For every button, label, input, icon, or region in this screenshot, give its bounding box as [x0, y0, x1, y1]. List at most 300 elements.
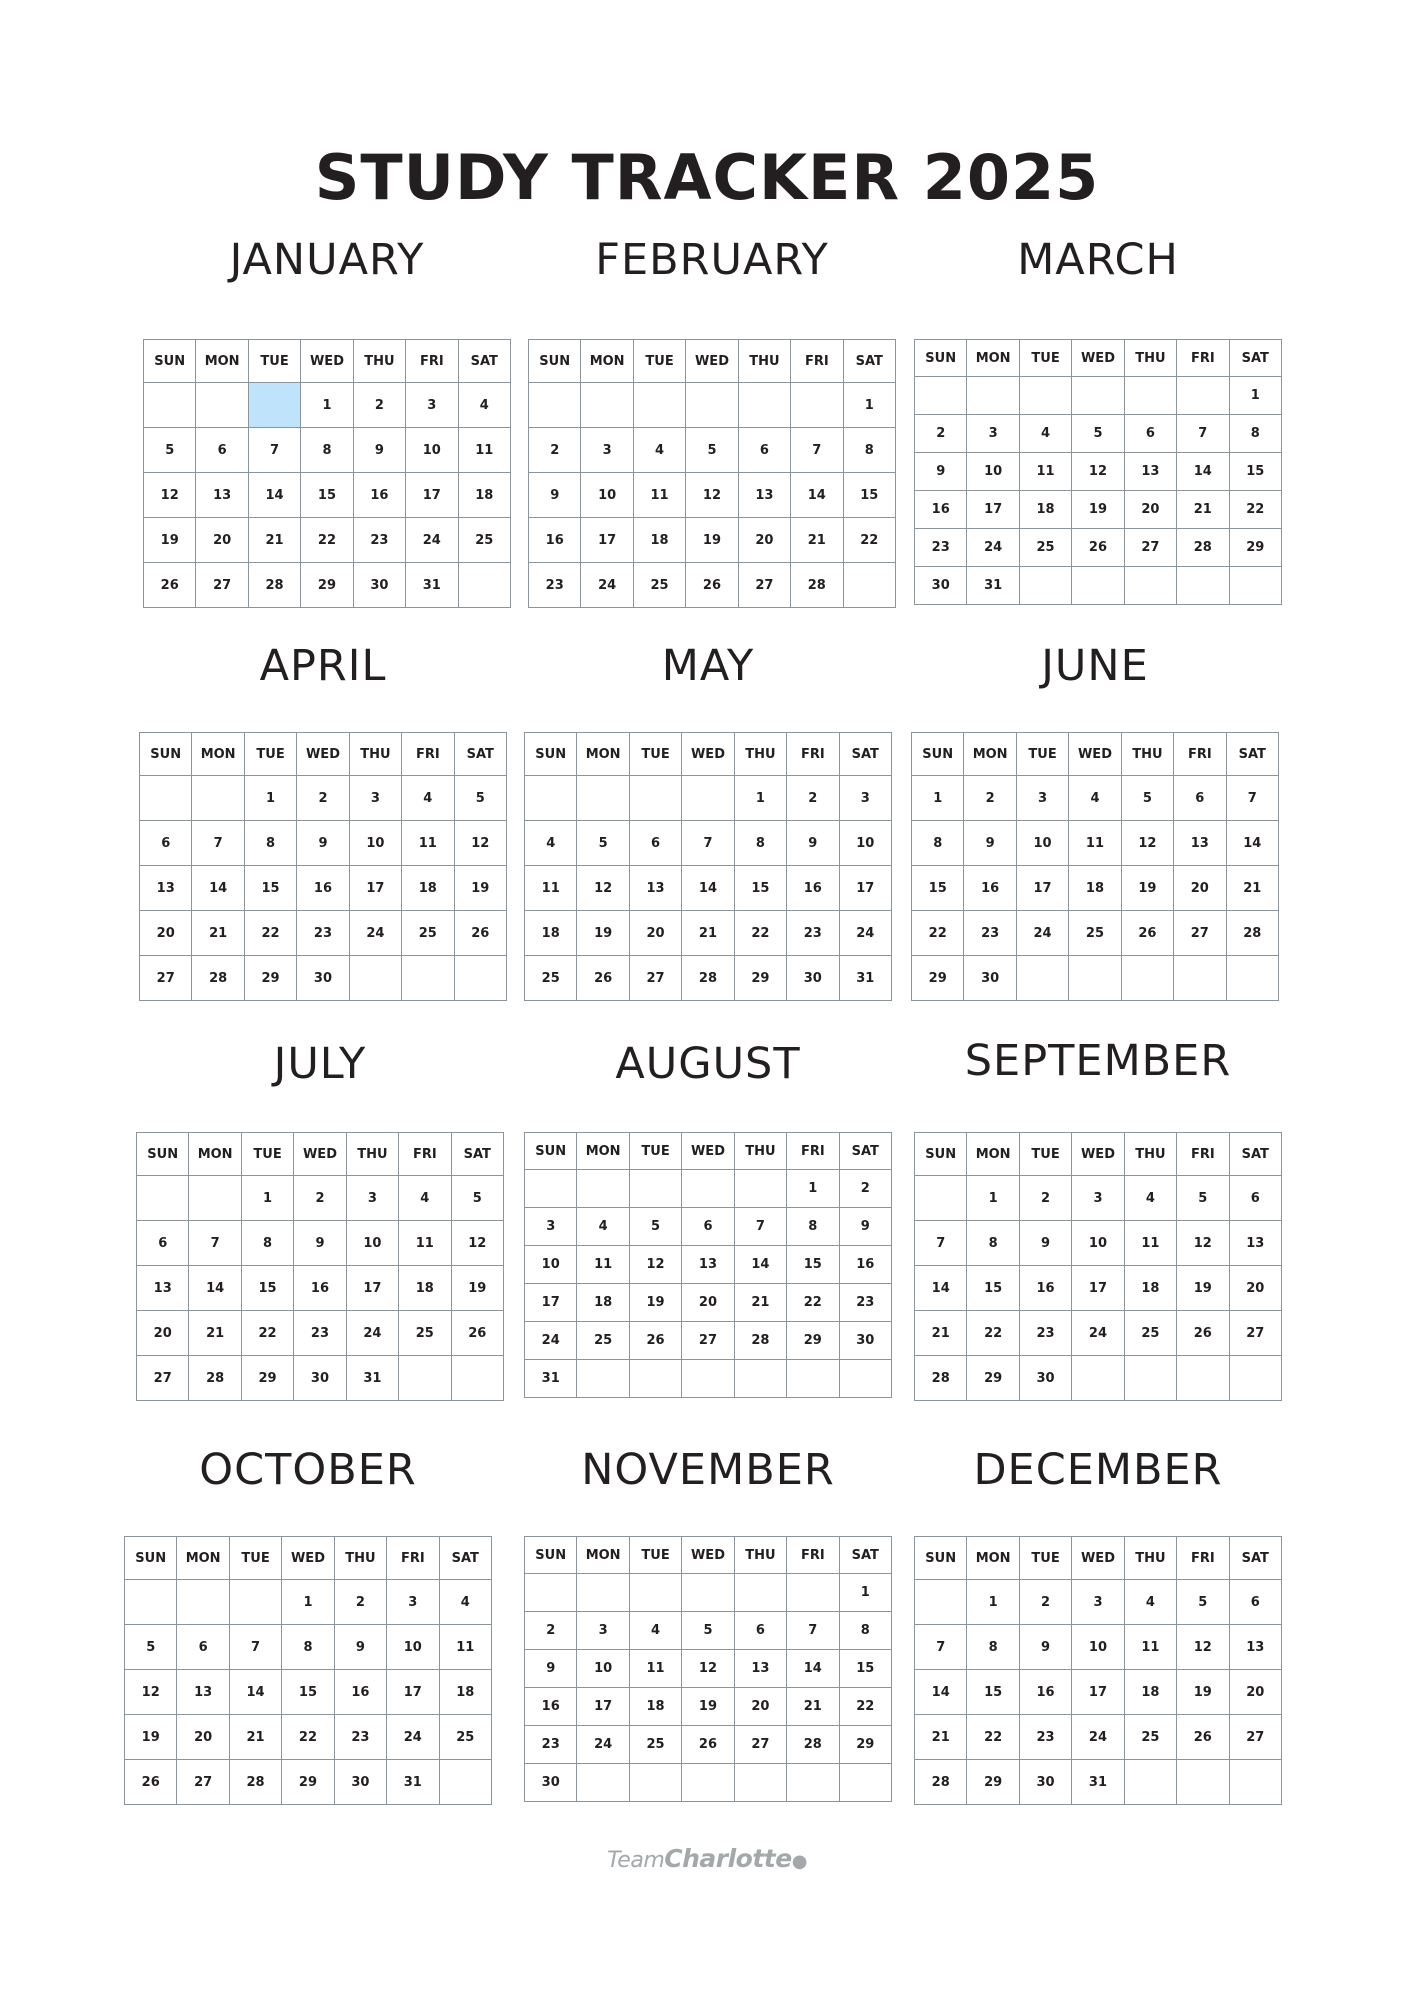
day-cell[interactable]: 17 — [387, 1670, 439, 1715]
day-cell[interactable]: 5 — [629, 1208, 681, 1246]
day-cell[interactable]: 14 — [189, 1266, 241, 1311]
day-cell[interactable]: 17 — [349, 866, 401, 911]
day-cell[interactable]: 2 — [915, 415, 967, 453]
day-cell[interactable]: 21 — [192, 911, 244, 956]
day-cell[interactable]: 10 — [1072, 1221, 1124, 1266]
day-cell[interactable]: 30 — [964, 956, 1016, 1001]
day-cell[interactable]: 4 — [1069, 776, 1121, 821]
day-cell[interactable]: 16 — [839, 1246, 891, 1284]
day-cell[interactable]: 4 — [629, 1612, 681, 1650]
empty-day-cell[interactable] — [682, 1170, 734, 1208]
empty-day-cell[interactable] — [1177, 1356, 1229, 1401]
day-cell[interactable]: 28 — [192, 956, 244, 1001]
day-cell[interactable]: 30 — [294, 1356, 346, 1401]
day-cell[interactable]: 14 — [682, 866, 734, 911]
day-cell[interactable]: 20 — [1229, 1670, 1281, 1715]
day-cell[interactable]: 7 — [734, 1208, 786, 1246]
day-cell[interactable]: 10 — [346, 1221, 398, 1266]
day-cell[interactable]: 3 — [387, 1580, 439, 1625]
day-cell[interactable]: 1 — [282, 1580, 334, 1625]
day-cell[interactable]: 13 — [1124, 453, 1176, 491]
day-cell[interactable]: 7 — [787, 1612, 839, 1650]
day-cell[interactable]: 26 — [682, 1726, 734, 1764]
empty-day-cell[interactable] — [1124, 1760, 1176, 1805]
day-cell[interactable]: 28 — [248, 563, 300, 608]
day-cell[interactable]: 9 — [839, 1208, 891, 1246]
day-cell[interactable]: 11 — [629, 1650, 681, 1688]
day-cell[interactable]: 4 — [525, 821, 577, 866]
day-cell[interactable]: 6 — [682, 1208, 734, 1246]
day-cell[interactable]: 11 — [1124, 1625, 1176, 1670]
day-cell[interactable]: 29 — [301, 563, 353, 608]
day-cell[interactable]: 24 — [525, 1322, 577, 1360]
empty-day-cell[interactable] — [125, 1580, 177, 1625]
empty-day-cell[interactable] — [454, 956, 506, 1001]
empty-day-cell[interactable] — [525, 1170, 577, 1208]
day-cell[interactable]: 13 — [682, 1246, 734, 1284]
day-cell[interactable]: 3 — [577, 1612, 629, 1650]
day-cell[interactable]: 13 — [140, 866, 192, 911]
day-cell[interactable]: 7 — [915, 1625, 967, 1670]
day-cell[interactable]: 27 — [1229, 1311, 1281, 1356]
empty-day-cell[interactable] — [686, 383, 738, 428]
day-cell[interactable]: 3 — [1016, 776, 1068, 821]
day-cell[interactable]: 5 — [682, 1612, 734, 1650]
day-cell[interactable]: 24 — [387, 1715, 439, 1760]
day-cell[interactable]: 20 — [137, 1311, 189, 1356]
day-cell[interactable]: 25 — [399, 1311, 451, 1356]
day-cell[interactable]: 15 — [787, 1246, 839, 1284]
day-cell[interactable]: 31 — [525, 1360, 577, 1398]
empty-day-cell[interactable] — [915, 1176, 967, 1221]
day-cell[interactable]: 23 — [1019, 1715, 1071, 1760]
day-cell[interactable]: 11 — [458, 428, 510, 473]
day-cell[interactable]: 14 — [734, 1246, 786, 1284]
day-cell[interactable]: 28 — [787, 1726, 839, 1764]
day-cell[interactable]: 18 — [1124, 1670, 1176, 1715]
day-cell[interactable]: 19 — [125, 1715, 177, 1760]
day-cell[interactable]: 11 — [1019, 453, 1071, 491]
day-cell[interactable]: 30 — [915, 567, 967, 605]
day-cell[interactable]: 23 — [915, 529, 967, 567]
empty-day-cell[interactable] — [1124, 377, 1176, 415]
day-cell[interactable]: 20 — [1124, 491, 1176, 529]
day-cell[interactable]: 7 — [682, 821, 734, 866]
empty-day-cell[interactable] — [1072, 567, 1124, 605]
day-cell[interactable]: 27 — [1174, 911, 1226, 956]
day-cell[interactable]: 9 — [525, 1650, 577, 1688]
day-cell[interactable]: 31 — [839, 956, 891, 1001]
day-cell[interactable]: 5 — [686, 428, 738, 473]
day-cell[interactable]: 19 — [629, 1284, 681, 1322]
day-cell[interactable]: 15 — [967, 1670, 1019, 1715]
day-cell[interactable]: 16 — [529, 518, 581, 563]
day-cell[interactable]: 19 — [1177, 1670, 1229, 1715]
day-cell[interactable]: 14 — [787, 1650, 839, 1688]
day-cell[interactable]: 4 — [458, 383, 510, 428]
day-cell[interactable]: 14 — [1177, 453, 1229, 491]
day-cell[interactable]: 4 — [1124, 1176, 1176, 1221]
day-cell[interactable]: 15 — [241, 1266, 293, 1311]
day-cell[interactable]: 14 — [791, 473, 843, 518]
empty-day-cell[interactable] — [1174, 956, 1226, 1001]
day-cell[interactable]: 21 — [189, 1311, 241, 1356]
day-cell[interactable]: 11 — [1069, 821, 1121, 866]
day-cell[interactable]: 2 — [1019, 1580, 1071, 1625]
day-cell[interactable]: 23 — [964, 911, 1016, 956]
day-cell[interactable]: 6 — [1124, 415, 1176, 453]
day-cell[interactable]: 20 — [734, 1688, 786, 1726]
empty-day-cell[interactable] — [144, 383, 196, 428]
day-cell[interactable]: 18 — [629, 1688, 681, 1726]
empty-day-cell[interactable] — [1019, 377, 1071, 415]
day-cell[interactable]: 27 — [1229, 1715, 1281, 1760]
day-cell[interactable]: 7 — [229, 1625, 281, 1670]
day-cell[interactable]: 23 — [294, 1311, 346, 1356]
day-cell[interactable]: 20 — [1174, 866, 1226, 911]
empty-day-cell[interactable] — [529, 383, 581, 428]
day-cell[interactable]: 11 — [402, 821, 454, 866]
day-cell[interactable]: 18 — [402, 866, 454, 911]
day-cell[interactable]: 9 — [787, 821, 839, 866]
day-cell[interactable]: 18 — [1124, 1266, 1176, 1311]
day-cell[interactable]: 4 — [439, 1580, 491, 1625]
day-cell[interactable]: 28 — [229, 1760, 281, 1805]
day-cell[interactable]: 24 — [349, 911, 401, 956]
day-cell[interactable]: 19 — [682, 1688, 734, 1726]
day-cell[interactable]: 18 — [1069, 866, 1121, 911]
day-cell[interactable]: 25 — [525, 956, 577, 1001]
day-cell[interactable]: 24 — [346, 1311, 398, 1356]
day-cell[interactable]: 24 — [839, 911, 891, 956]
day-cell[interactable]: 6 — [196, 428, 248, 473]
day-cell[interactable]: 8 — [967, 1625, 1019, 1670]
day-cell[interactable]: 10 — [581, 473, 633, 518]
day-cell[interactable]: 12 — [682, 1650, 734, 1688]
day-cell[interactable]: 16 — [294, 1266, 346, 1311]
day-cell[interactable]: 17 — [967, 491, 1019, 529]
day-cell[interactable]: 20 — [629, 911, 681, 956]
day-cell[interactable]: 22 — [843, 518, 895, 563]
day-cell[interactable]: 21 — [915, 1311, 967, 1356]
day-cell[interactable]: 19 — [451, 1266, 503, 1311]
day-cell[interactable]: 1 — [241, 1176, 293, 1221]
day-cell[interactable]: 17 — [346, 1266, 398, 1311]
day-cell[interactable]: 26 — [125, 1760, 177, 1805]
day-cell[interactable]: 20 — [177, 1715, 229, 1760]
day-cell[interactable]: 14 — [229, 1670, 281, 1715]
day-cell[interactable]: 23 — [787, 911, 839, 956]
day-cell[interactable]: 8 — [912, 821, 964, 866]
empty-day-cell[interactable] — [189, 1176, 241, 1221]
day-cell[interactable]: 19 — [454, 866, 506, 911]
day-cell[interactable]: 25 — [633, 563, 685, 608]
day-cell[interactable]: 30 — [353, 563, 405, 608]
day-cell[interactable]: 12 — [144, 473, 196, 518]
day-cell[interactable]: 29 — [1229, 529, 1281, 567]
empty-day-cell[interactable] — [577, 1170, 629, 1208]
day-cell[interactable]: 27 — [177, 1760, 229, 1805]
day-cell[interactable]: 31 — [406, 563, 458, 608]
day-cell[interactable]: 9 — [1019, 1625, 1071, 1670]
day-cell[interactable]: 17 — [1072, 1266, 1124, 1311]
day-cell[interactable]: 5 — [577, 821, 629, 866]
day-cell[interactable]: 26 — [1072, 529, 1124, 567]
day-cell[interactable]: 27 — [682, 1322, 734, 1360]
day-cell[interactable]: 28 — [791, 563, 843, 608]
day-cell[interactable]: 30 — [787, 956, 839, 1001]
day-cell[interactable]: 6 — [1229, 1580, 1281, 1625]
day-cell[interactable]: 22 — [912, 911, 964, 956]
empty-day-cell[interactable] — [177, 1580, 229, 1625]
day-cell[interactable]: 9 — [334, 1625, 386, 1670]
day-cell[interactable]: 19 — [686, 518, 738, 563]
empty-day-cell[interactable] — [577, 1360, 629, 1398]
day-cell[interactable]: 3 — [967, 415, 1019, 453]
day-cell[interactable]: 15 — [734, 866, 786, 911]
day-cell[interactable]: 13 — [196, 473, 248, 518]
day-cell[interactable]: 8 — [244, 821, 296, 866]
empty-day-cell[interactable] — [682, 1764, 734, 1802]
day-cell[interactable]: 29 — [912, 956, 964, 1001]
day-cell[interactable]: 21 — [787, 1688, 839, 1726]
day-cell[interactable]: 11 — [399, 1221, 451, 1266]
empty-day-cell[interactable] — [451, 1356, 503, 1401]
day-cell[interactable]: 3 — [525, 1208, 577, 1246]
day-cell[interactable]: 10 — [349, 821, 401, 866]
day-cell[interactable]: 26 — [1177, 1715, 1229, 1760]
day-cell[interactable]: 27 — [140, 956, 192, 1001]
empty-day-cell[interactable] — [1019, 567, 1071, 605]
day-cell[interactable]: 7 — [791, 428, 843, 473]
day-cell[interactable]: 28 — [915, 1760, 967, 1805]
empty-day-cell[interactable] — [839, 1764, 891, 1802]
day-cell[interactable]: 2 — [1019, 1176, 1071, 1221]
day-cell[interactable]: 17 — [406, 473, 458, 518]
day-cell[interactable]: 16 — [787, 866, 839, 911]
day-cell[interactable]: 1 — [734, 776, 786, 821]
day-cell[interactable]: 11 — [1124, 1221, 1176, 1266]
day-cell[interactable]: 12 — [686, 473, 738, 518]
empty-day-cell[interactable] — [137, 1176, 189, 1221]
day-cell[interactable]: 13 — [1174, 821, 1226, 866]
day-cell[interactable]: 18 — [525, 911, 577, 956]
day-cell[interactable]: 2 — [787, 776, 839, 821]
day-cell[interactable]: 3 — [349, 776, 401, 821]
day-cell[interactable]: 12 — [1177, 1625, 1229, 1670]
day-cell[interactable]: 10 — [839, 821, 891, 866]
day-cell[interactable]: 11 — [439, 1625, 491, 1670]
day-cell[interactable]: 27 — [629, 956, 681, 1001]
day-cell[interactable]: 17 — [1016, 866, 1068, 911]
day-cell[interactable]: 10 — [1072, 1625, 1124, 1670]
empty-day-cell[interactable] — [577, 1574, 629, 1612]
empty-day-cell[interactable] — [1226, 956, 1278, 1001]
day-cell[interactable]: 12 — [629, 1246, 681, 1284]
day-cell[interactable]: 26 — [144, 563, 196, 608]
day-cell[interactable]: 14 — [192, 866, 244, 911]
day-cell[interactable]: 15 — [843, 473, 895, 518]
day-cell[interactable]: 31 — [387, 1760, 439, 1805]
empty-day-cell[interactable] — [192, 776, 244, 821]
day-cell[interactable]: 24 — [577, 1726, 629, 1764]
day-cell[interactable]: 7 — [192, 821, 244, 866]
day-cell[interactable]: 12 — [454, 821, 506, 866]
day-cell[interactable]: 3 — [406, 383, 458, 428]
day-cell[interactable]: 12 — [451, 1221, 503, 1266]
empty-day-cell[interactable] — [682, 1360, 734, 1398]
day-cell[interactable]: 22 — [734, 911, 786, 956]
empty-day-cell[interactable] — [140, 776, 192, 821]
day-cell[interactable]: 29 — [734, 956, 786, 1001]
empty-day-cell[interactable] — [439, 1760, 491, 1805]
day-cell[interactable]: 7 — [1226, 776, 1278, 821]
day-cell[interactable]: 28 — [682, 956, 734, 1001]
day-cell[interactable]: 1 — [787, 1170, 839, 1208]
day-cell[interactable]: 20 — [682, 1284, 734, 1322]
day-cell[interactable]: 28 — [734, 1322, 786, 1360]
day-cell[interactable]: 21 — [682, 911, 734, 956]
day-cell[interactable]: 25 — [439, 1715, 491, 1760]
day-cell[interactable]: 19 — [1121, 866, 1173, 911]
day-cell[interactable]: 9 — [297, 821, 349, 866]
day-cell[interactable]: 29 — [787, 1322, 839, 1360]
day-cell[interactable]: 22 — [244, 911, 296, 956]
day-cell[interactable]: 13 — [177, 1670, 229, 1715]
empty-day-cell[interactable] — [791, 383, 843, 428]
day-cell[interactable]: 24 — [1072, 1715, 1124, 1760]
day-cell[interactable]: 3 — [1072, 1176, 1124, 1221]
day-cell[interactable]: 14 — [915, 1266, 967, 1311]
day-cell[interactable]: 22 — [301, 518, 353, 563]
empty-day-cell[interactable] — [843, 563, 895, 608]
day-cell[interactable]: 7 — [1177, 415, 1229, 453]
day-cell[interactable]: 4 — [577, 1208, 629, 1246]
day-cell[interactable]: 30 — [1019, 1356, 1071, 1401]
day-cell[interactable]: 5 — [1177, 1176, 1229, 1221]
day-cell[interactable]: 21 — [1226, 866, 1278, 911]
day-cell[interactable]: 10 — [406, 428, 458, 473]
day-cell[interactable]: 14 — [248, 473, 300, 518]
day-cell[interactable]: 17 — [577, 1688, 629, 1726]
day-cell[interactable]: 12 — [577, 866, 629, 911]
day-cell[interactable]: 27 — [1124, 529, 1176, 567]
empty-day-cell[interactable] — [787, 1764, 839, 1802]
day-cell[interactable]: 17 — [1072, 1670, 1124, 1715]
day-cell[interactable]: 1 — [912, 776, 964, 821]
day-cell[interactable]: 1 — [244, 776, 296, 821]
day-cell[interactable]: 8 — [301, 428, 353, 473]
day-cell[interactable]: 18 — [439, 1670, 491, 1715]
day-cell[interactable]: 6 — [629, 821, 681, 866]
day-cell[interactable]: 23 — [297, 911, 349, 956]
day-cell[interactable]: 25 — [1019, 529, 1071, 567]
empty-day-cell[interactable] — [629, 1574, 681, 1612]
day-cell[interactable]: 27 — [738, 563, 790, 608]
empty-day-cell[interactable] — [1069, 956, 1121, 1001]
day-cell[interactable]: 18 — [1019, 491, 1071, 529]
day-cell[interactable]: 13 — [1229, 1625, 1281, 1670]
day-cell[interactable]: 6 — [140, 821, 192, 866]
day-cell[interactable]: 19 — [577, 911, 629, 956]
day-cell[interactable]: 30 — [1019, 1760, 1071, 1805]
day-cell[interactable]: 5 — [454, 776, 506, 821]
empty-day-cell[interactable] — [399, 1356, 451, 1401]
day-cell[interactable]: 4 — [633, 428, 685, 473]
day-cell[interactable]: 16 — [525, 1688, 577, 1726]
day-cell[interactable]: 3 — [346, 1176, 398, 1221]
empty-day-cell[interactable] — [229, 1580, 281, 1625]
day-cell[interactable]: 7 — [915, 1221, 967, 1266]
day-cell[interactable]: 8 — [843, 428, 895, 473]
day-cell[interactable]: 25 — [1069, 911, 1121, 956]
day-cell[interactable]: 21 — [248, 518, 300, 563]
day-cell[interactable]: 24 — [1072, 1311, 1124, 1356]
day-cell[interactable]: 22 — [839, 1688, 891, 1726]
empty-day-cell[interactable] — [1229, 1356, 1281, 1401]
day-cell[interactable]: 23 — [839, 1284, 891, 1322]
day-cell[interactable]: 1 — [843, 383, 895, 428]
day-cell[interactable]: 24 — [406, 518, 458, 563]
day-cell[interactable]: 24 — [581, 563, 633, 608]
day-cell[interactable]: 20 — [1229, 1266, 1281, 1311]
day-cell[interactable]: 7 — [189, 1221, 241, 1266]
day-cell[interactable]: 15 — [839, 1650, 891, 1688]
day-cell[interactable]: 13 — [734, 1650, 786, 1688]
day-cell[interactable]: 23 — [529, 563, 581, 608]
empty-day-cell[interactable] — [1177, 1760, 1229, 1805]
empty-day-cell[interactable] — [349, 956, 401, 1001]
day-cell[interactable]: 2 — [294, 1176, 346, 1221]
day-cell[interactable]: 29 — [967, 1760, 1019, 1805]
empty-day-cell[interactable] — [839, 1360, 891, 1398]
day-cell[interactable]: 16 — [1019, 1266, 1071, 1311]
day-cell[interactable]: 9 — [353, 428, 405, 473]
day-cell[interactable]: 9 — [294, 1221, 346, 1266]
day-cell[interactable]: 29 — [839, 1726, 891, 1764]
empty-day-cell[interactable] — [734, 1764, 786, 1802]
day-cell[interactable]: 8 — [282, 1625, 334, 1670]
day-cell[interactable]: 16 — [297, 866, 349, 911]
day-cell[interactable]: 18 — [399, 1266, 451, 1311]
day-cell[interactable]: 4 — [1019, 415, 1071, 453]
day-cell[interactable]: 17 — [525, 1284, 577, 1322]
day-cell[interactable]: 4 — [1124, 1580, 1176, 1625]
day-cell[interactable]: 20 — [196, 518, 248, 563]
empty-day-cell[interactable] — [248, 383, 300, 428]
day-cell[interactable]: 4 — [399, 1176, 451, 1221]
day-cell[interactable]: 25 — [402, 911, 454, 956]
day-cell[interactable]: 28 — [189, 1356, 241, 1401]
day-cell[interactable]: 4 — [402, 776, 454, 821]
day-cell[interactable]: 23 — [525, 1726, 577, 1764]
day-cell[interactable]: 26 — [451, 1311, 503, 1356]
day-cell[interactable]: 18 — [458, 473, 510, 518]
day-cell[interactable]: 16 — [964, 866, 1016, 911]
day-cell[interactable]: 15 — [1229, 453, 1281, 491]
day-cell[interactable]: 29 — [244, 956, 296, 1001]
day-cell[interactable]: 2 — [964, 776, 1016, 821]
day-cell[interactable]: 13 — [738, 473, 790, 518]
day-cell[interactable]: 1 — [967, 1176, 1019, 1221]
empty-day-cell[interactable] — [1177, 377, 1229, 415]
day-cell[interactable]: 8 — [787, 1208, 839, 1246]
day-cell[interactable]: 8 — [734, 821, 786, 866]
day-cell[interactable]: 8 — [839, 1612, 891, 1650]
day-cell[interactable]: 1 — [1229, 377, 1281, 415]
day-cell[interactable]: 9 — [529, 473, 581, 518]
day-cell[interactable]: 9 — [915, 453, 967, 491]
